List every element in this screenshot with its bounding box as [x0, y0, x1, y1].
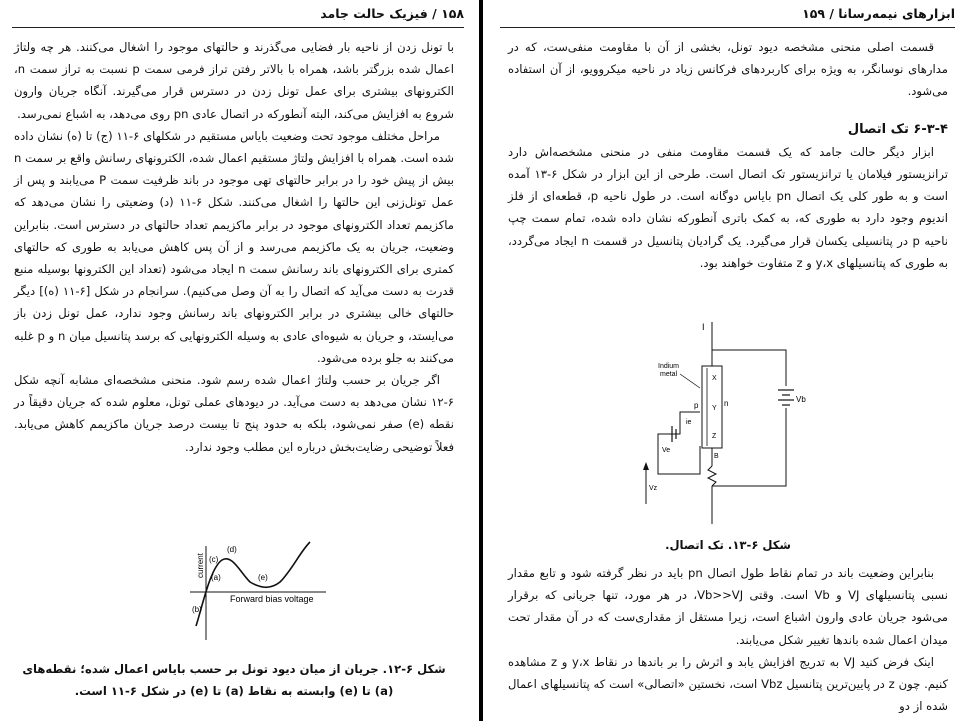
right-header-rule [500, 27, 955, 28]
right-page-title: ابزارهای نیمه‌رسانا / ۱۵۹ [802, 6, 955, 21]
top-wire [712, 350, 786, 386]
p-region-label: p [694, 401, 699, 410]
unijunction-circuit-figure [636, 316, 816, 531]
x-axis-label: Forward bias voltage [230, 594, 314, 604]
tunnel-diode-iv-figure [180, 538, 330, 648]
z-point-label: Z [712, 433, 717, 440]
point-a-label: (a) [211, 573, 221, 582]
right-after-paragraph-1: بنابراین وضعیت باند در تمام نقاط طول اتصال pn باید در نظر گرفته شود و تابع مقدار نسبی پتانسیلهای VJ و Vb است. وقتی Vb>>VJ، در هر مورد، تنها جریانی که برقرار می‌شود جریان عادی وارون اشباع است، زیرا مستقل از مقداری‌ست که در آن مقدار تحت میدان اعمال شده باندها تغییر شکل می‌یابند. [508, 566, 948, 647]
point-c-label: (c) [209, 555, 219, 564]
right-section-paragraph: ابزار دیگر حالت جامد که یک قسمت مقاومت منفی در منحنی مشخصه‌اش دارد ترانزیستور فیلامان یا ترانزیستور تک اتصال است. طرحی از این ابزار در شکل ۶-۱۳ آمده است و به طور کلی یک اتصال pn بایاس دوگانه است. در طول ناحیه p، قطعه‌ای از فلز اندیوم وجود دارد به طوری که، به کمک باتری آنطورکه نشان داده شده، تمام سمت چپ ناحیه p در پتانسیلی یکسان قرار می‌گیرد. یک گرادیان پتانسیل در قسمت n ایجاد می‌گردد، به طوری که پتانسیلهای y،x و z متفاوت خواهند بود. [508, 144, 949, 270]
left-page-title: ۱۵۸ / فیزیک حالت جامد [320, 6, 464, 21]
x-point-label: X [712, 375, 717, 382]
right-wire [712, 408, 786, 486]
left-body-text [14, 36, 454, 458]
point-e-label: (e) [258, 573, 268, 582]
right-page-header [500, 6, 955, 26]
right-after-paragraph-2: اینک فرض کنید VJ به تدریج افزایش یابد و اثرش را بر باندها در نقاط y،x و z مشاهده کنیم. چون z در پایین‌ترین پتانسیل Vbz است، نخستین «اتصالی» است که پتانسیلهای اعمال شده از دو [508, 654, 948, 714]
left-header-rule [12, 27, 464, 28]
left-paragraph-3: اگر جریان بر حسب ولتاژ اعمال شده رسم شود. منحنی مشخصه‌ای مشابه آنچه شکل ۶-۱۲ نشان می‌دهد به دست می‌آید. در دیودهای عملی تونل، معلوم شده که جریان دقیقاً در نقطه (e) صفر نمی‌شود، بلکه به حدود پنج تا بیست درصد جریان ماکزیمم کاهش می‌یابد. فعلاً توضیحی رضایت‌بخش درباره این مطلب وجود ندارد. [14, 373, 454, 454]
resistor [708, 466, 716, 486]
figure-6-13-caption: شکل ۶-۱۳. تک اتصال. [665, 538, 791, 552]
right-page [486, 0, 967, 721]
emitter-current-label: ie [686, 419, 692, 426]
figure-6-12-caption: شکل ۶-۱۲. جریان از میان دیود تونل بر حسب بایاس اعمال شده؛ نقطه‌های (a) تا (e) وابسته به نقاط (a) تا (e) در شکل ۶-۱۱ است. [22, 662, 446, 698]
metal-label: metal [660, 371, 678, 378]
b-terminal-label: B [714, 453, 719, 460]
emitter-wire [658, 412, 700, 474]
right-body-text-top [508, 36, 948, 274]
indium-label: Indium [658, 363, 680, 370]
vz-label: Vz [649, 485, 658, 492]
left-paragraph-1: با تونل زدن از ناحیه بار فضایی می‌گذرند و حالتهای موجود را اشغال می‌کنند. هر چه ولتاژ اعمال شده بزرگتر باشد، همراه با بالاتر رفتن تراز فرمی سمت p نسبت به تراز سمت n، الکترونهای بیشتری برای عمل تونل زدن در دسترس قرار می‌گیرند. آنگاه جریان وارون شروع به افزایش می‌کند، البته آنطورکه در اتصال عادی pn روی می‌دهد، به اشباع نمی‌رسد. [14, 40, 454, 121]
emitter-ve-label: Ve [662, 447, 671, 454]
y-axis-label: current [196, 553, 205, 578]
left-paragraph-2: مراحل مختلف موجود تحت وضعیت بایاس مستقیم در شکلهای ۶-۱۱ (ج) تا (ه) نشان داده شده است. همراه با افزایش ولتاژ مستقیم اعمال شده، الکترونهای رسانش واقع بر سمت n بیش از پیش خود را در برابر حالتهای تهی موجود در باند ظرفیت سمت P می‌یابند و پس از عمل تونل‌زنی این حالتها را اشغال می‌کنند. شکل ۶-۱۱ (د) وضعیتی را نشان می‌دهد که ماکزیمم تعداد الکترونهای موجود در برابر ماکزیمم تعداد حالتهای در دسترس است. بنابراین وضعیت، جریان به یک ماکزیمم می‌رسد و از آن پس کاهش می‌یابد به طوری که حالتهای کمتری برای الکترونهای باند رسانش سمت n ایجاد می‌شود (تعداد این الکترونها بوسیله منبع قدرت به دست می‌آید که اتصال را به آن وصل می‌کنیم). سرانجام در شکل [۶-۱۱ (ه)] دیگر حالتهای خالی بیشتری در برابر الکترونهای باند رسانش وجود ندارد، عمل تونل زدن باز می‌ایستد، و جریان به شیوه‌ای عادی به وسیله الکترونهایی که برسد پتانسیل میان n و p غلبه می‌کنند به جلو برده می‌شود. [14, 128, 454, 365]
n-region-label: n [724, 399, 729, 408]
y-point-label: Y [712, 405, 717, 412]
point-d-label: (d) [227, 545, 237, 554]
right-intro-paragraph: قسمت اصلی منحنی مشخصه دیود تونل، بخشی از آن با مقاومت منفی‌ست، که در مدارهای نوسانگر، به ویژه برای کاربردهای فرکانس زیاد در ناحیه میکروویو، از آن استفاده می‌شود. [508, 40, 948, 99]
left-page-header [12, 6, 464, 26]
top-current-label: I [702, 322, 705, 332]
point-b-label: (b) [192, 605, 202, 614]
page-gutter [479, 0, 483, 721]
battery-vb-label: Vb [796, 395, 806, 404]
left-page [0, 0, 478, 721]
indium-pointer [680, 374, 700, 388]
right-body-text-bottom [508, 562, 948, 717]
section-heading-unijunction: ۶-۳-۴ تک اتصال [847, 121, 948, 137]
vz-arrow-head [643, 462, 649, 470]
